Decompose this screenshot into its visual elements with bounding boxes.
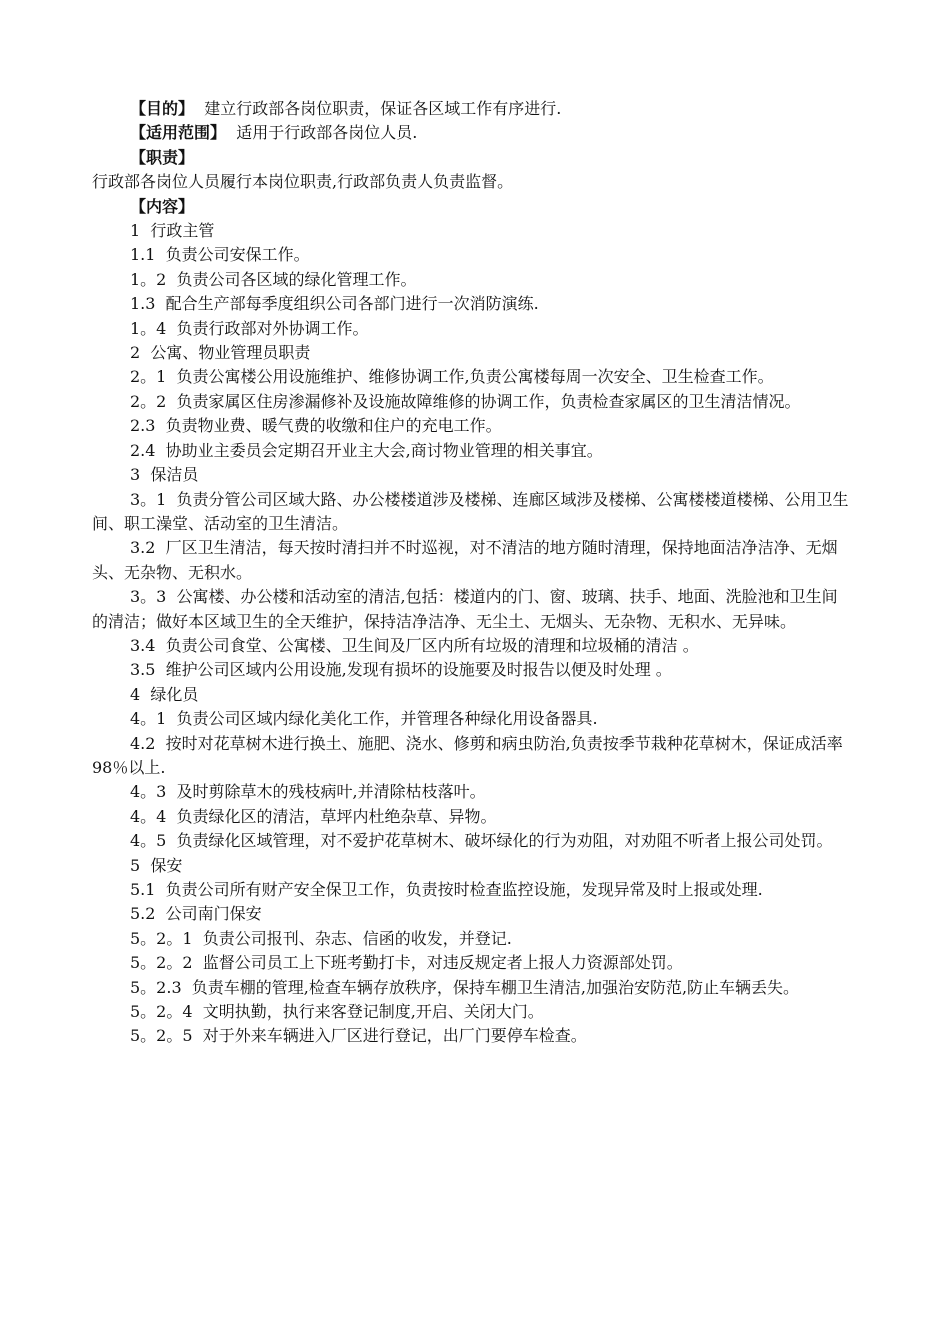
content-line: 5.1 负责公司所有财产安全保卫工作，负责按时检查监控设施，发现异常及时上报或处理. (130, 880, 763, 899)
content-line: 2。2 负责家属区住房渗漏修补及设施故障维修的协调工作，负责检查家属区的卫生清洁情况。 (130, 391, 801, 411)
content-line: 2。1 负责公寓楼公用设施维护、维修协调工作,负责公寓楼每周一次安全、卫生检查工作。 (130, 367, 774, 387)
content-line: 1。2 负责公司各区域的绿化管理工作。 (130, 269, 417, 289)
content-line: 5。2。2 监督公司员工上下班考勤打卡，对违反规定者上报人力资源部处罚。 (130, 953, 683, 973)
scope-text: 适用于行政部各岗位人员. (226, 123, 418, 143)
content-line: 5。2.3 负责车棚的管理,检查车辆存放秩序，保持车棚卫生清洁,加强治安防范,防止车辆丢失。 (130, 977, 800, 997)
content-line: 3 保洁员 (130, 465, 199, 485)
content-line: 3.2 厂区卫生清洁，每天按时清扫并不时巡视，对不清洁的地方随时清理，保持地面洁净洁净、无烟头、无杂物、无积水。 (92, 538, 838, 582)
duty-heading (92, 146, 852, 170)
content-line: 4。3 及时剪除草木的残枝病叶,并清除枯枝落叶。 (130, 782, 486, 802)
purpose-label: 【目的】 (130, 99, 195, 118)
purpose-text: 建立行政部各岗位职责，保证各区域工作有序进行. (194, 99, 562, 118)
content-line: 2.4 协助业主委员会定期召开业主大会,商讨物业管理的相关事宜。 (130, 440, 603, 460)
content-line: 3.5 维护公司区域内公用设施,发现有损坏的设施要及时报告以便及时处理 。 (130, 660, 672, 680)
content-line: 5.2 公司南门保安 (130, 904, 262, 924)
content-line: 1。4 负责行政部对外协调工作。 (130, 318, 369, 338)
content-line: 4.2 按时对花草树木进行换土、施肥、浇水、修剪和病虫防治,负责按季节栽种花草树木，保证成活率98％以上. (92, 733, 843, 777)
document-page (92, 97, 852, 1049)
content-line: 4。1 负责公司区域内绿化美化工作，并管理各种绿化用设备器具. (130, 709, 598, 729)
purpose-line (92, 97, 852, 121)
content-line: 5。2。5 对于外来车辆进入厂区进行登记，出厂门要停车检查。 (130, 1026, 587, 1046)
content-line: 5。2。4 文明执勤，执行来客登记制度,开启、关闭大门。 (130, 1002, 544, 1022)
scope-line (92, 121, 852, 145)
content-line: 1.1 负责公司安保工作。 (130, 245, 310, 265)
content-line: 2 公寓、物业管理员职责 (130, 343, 311, 363)
content-line: 4。4 负责绿化区的清洁，草坪内杜绝杂草、异物。 (130, 806, 497, 826)
content-line: 1.3 配合生产部每季度组织公司各部门进行一次消防演练. (130, 294, 539, 314)
content-line: 5。2。1 负责公司报刊、杂志、信函的收发，并登记. (130, 928, 512, 948)
content-line: 2.3 负责物业费、暖气费的收缴和住户的充电工作。 (130, 416, 502, 436)
duty-text: 行政部各岗位人员履行本岗位职责,行政部负责人负责监督。 (92, 172, 514, 192)
duty-label: 【职责】 (130, 147, 195, 167)
content-line: 4 绿化员 (130, 684, 199, 704)
content-line: 3。3 公寓楼、办公楼和活动室的清洁,包括：楼道内的门、窗、玻璃、扶手、地面、洗脸池和卫生间的清洁；做好本区域卫生的全天维护，保持洁净洁净、无尘土、无烟头、无杂物、无积水、无异味。 (92, 587, 838, 631)
content-heading (92, 195, 852, 219)
content-label: 【内容】 (130, 196, 195, 216)
content-line: 4。5 负责绿化区域管理，对不爱护花草树木、破坏绿化的行为劝阻，对劝阻不听者上报公司处罚。 (130, 831, 833, 851)
scope-label: 【适用范围】 (130, 123, 227, 143)
content-line: 3。1 负责分管公司区域大路、办公楼楼道涉及楼梯、连廊区域涉及楼梯、公寓楼楼道楼梯、公用卫生间、职工澡堂、活动室的卫生清洁。 (92, 489, 849, 533)
content-line: 5 保安 (130, 855, 183, 875)
content-line: 1 行政主管 (130, 221, 215, 241)
content-line: 3.4 负责公司食堂、公寓楼、卫生间及厂区内所有垃圾的清理和垃圾桶的清洁 。 (130, 635, 699, 655)
